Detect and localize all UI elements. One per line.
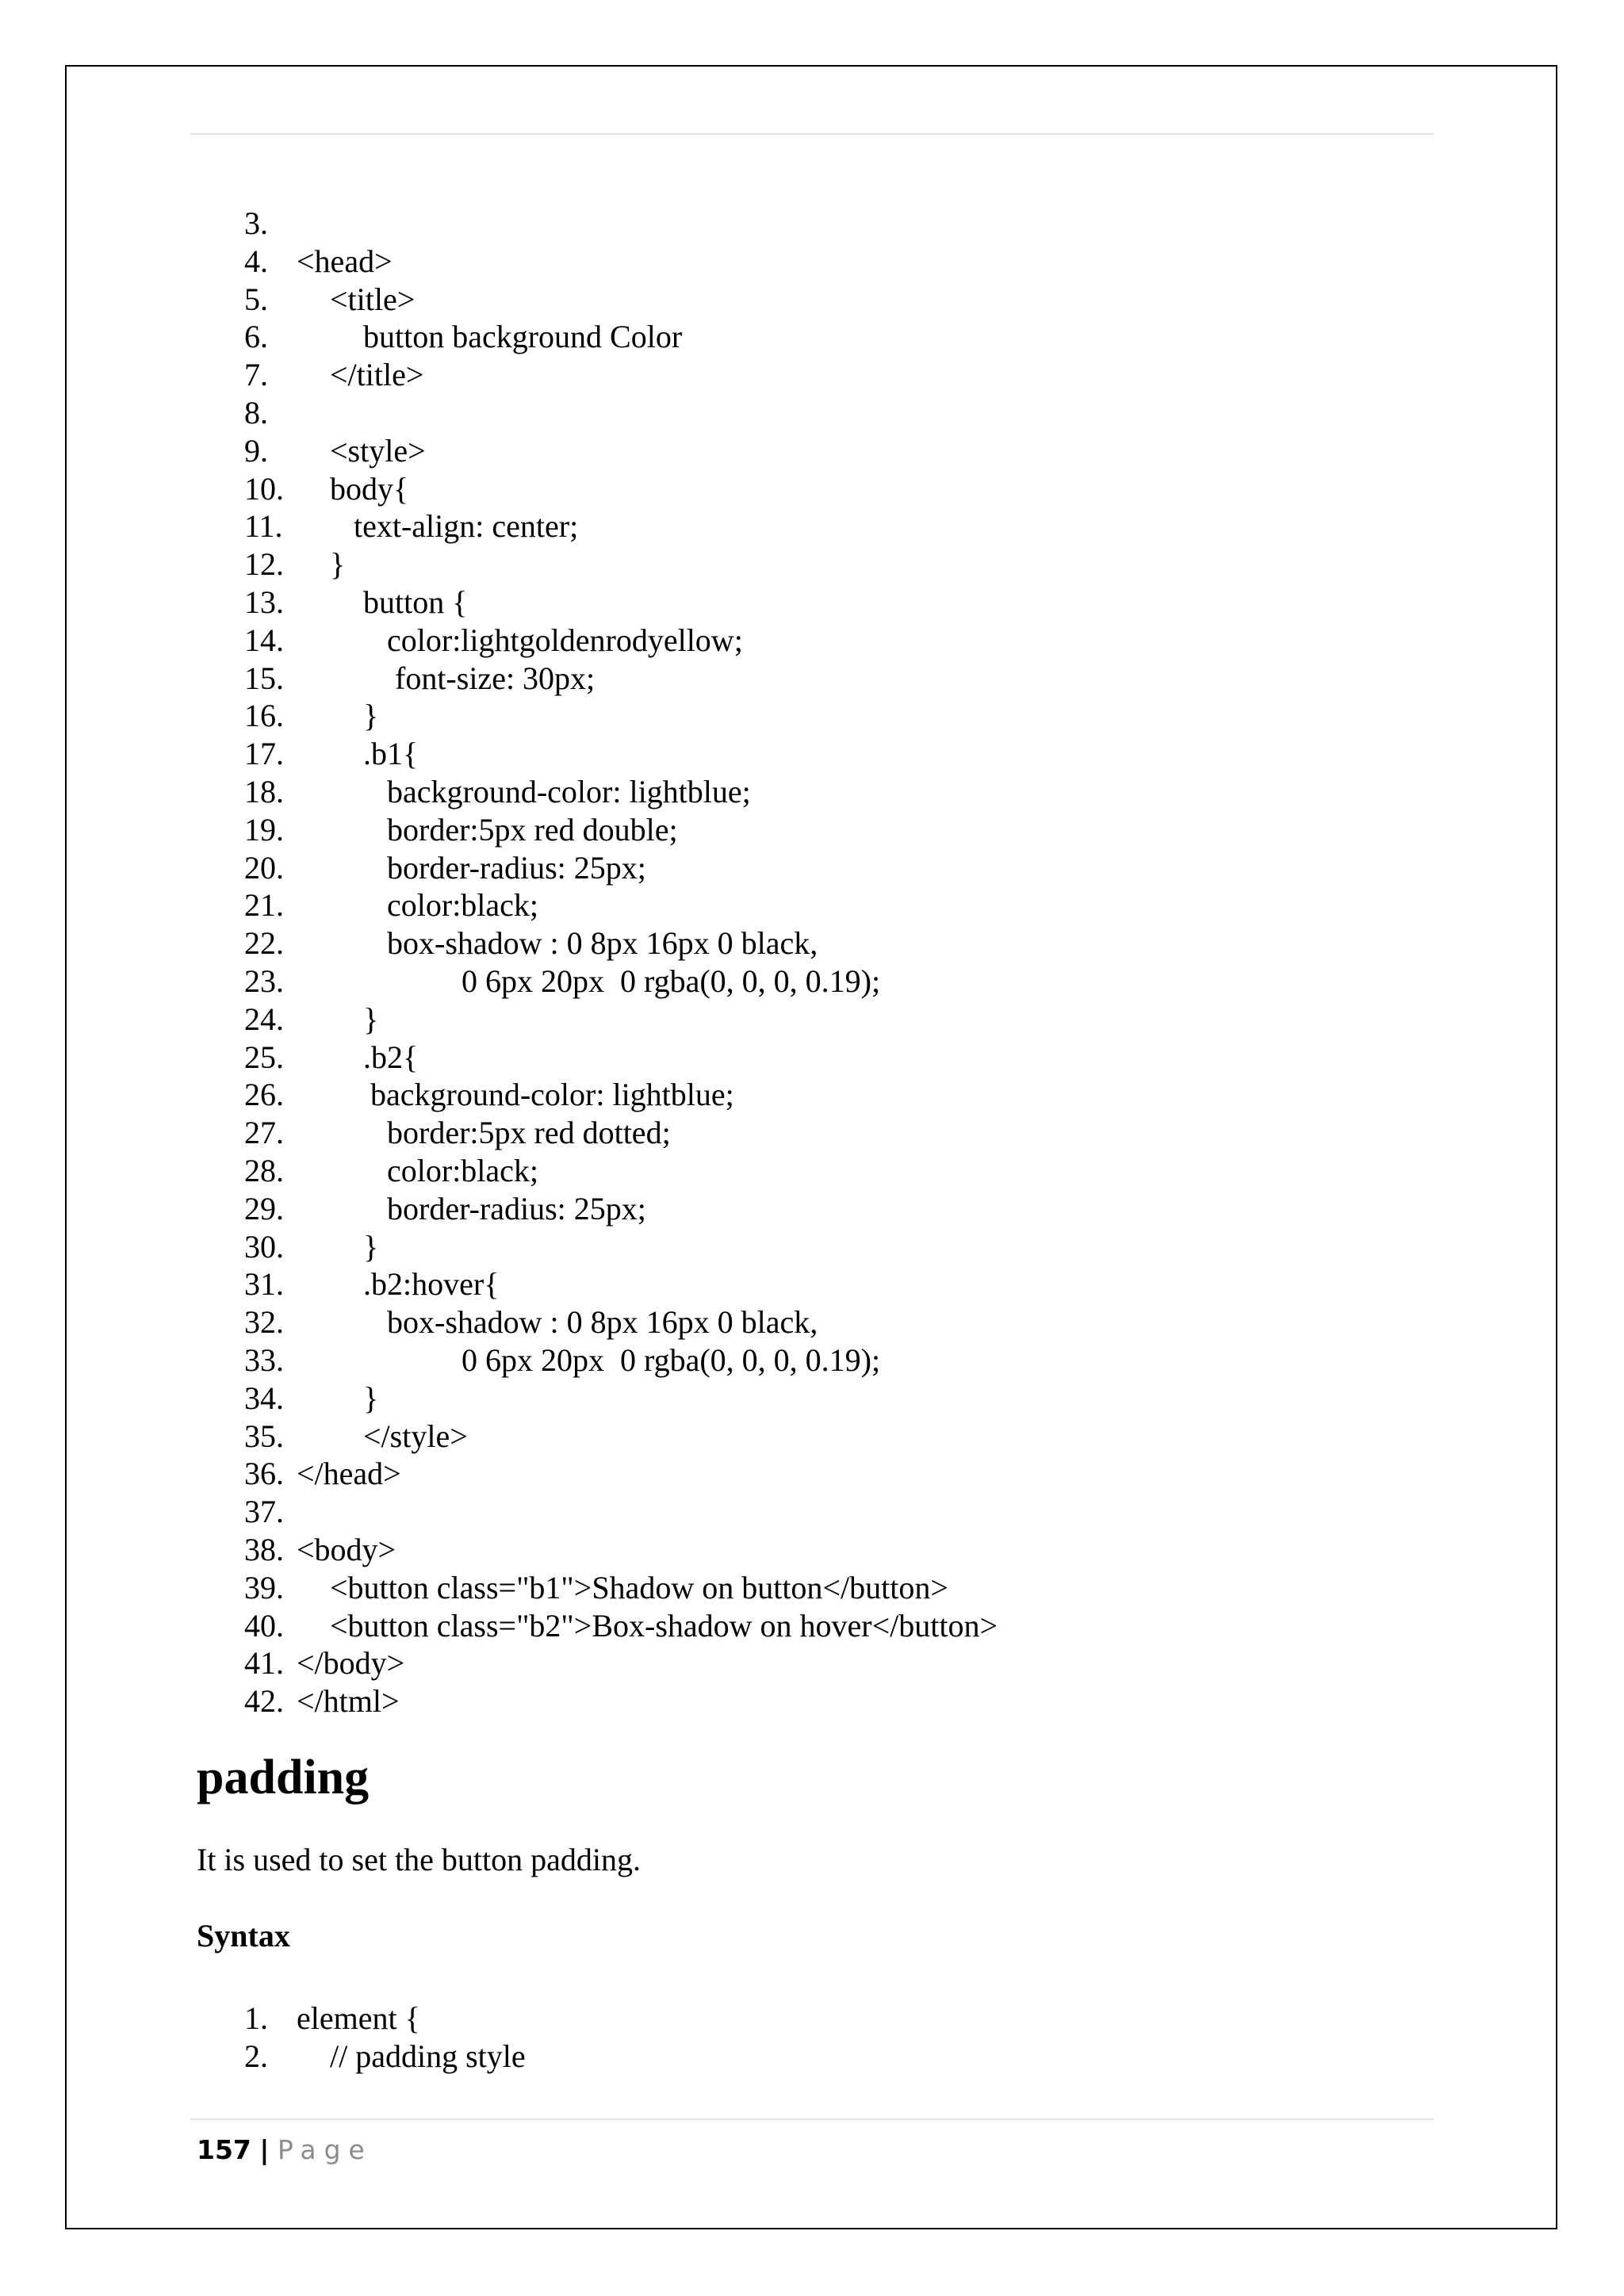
page-footer (197, 2134, 373, 2166)
line-text: border-radius: 25px; (387, 849, 646, 886)
line-number: 3. (244, 205, 268, 241)
line-number: 2. (244, 2038, 268, 2074)
page-separator: | (259, 2134, 270, 2165)
line-text: .b1{ (363, 736, 419, 772)
line-number: 5. (244, 281, 268, 317)
line-text: border-radius: 25px; (387, 1190, 646, 1226)
line-number: 31. (244, 1266, 284, 1303)
line-text: 0 6px 20px 0 rgba(0, 0, 0, 0.19); (462, 963, 881, 999)
line-number: 9. (244, 432, 268, 469)
line-text: </title> (330, 357, 424, 393)
line-number: 24. (244, 1001, 284, 1037)
line-text: color:lightgoldenrodyellow; (387, 622, 743, 658)
line-number: 36. (244, 1456, 284, 1492)
line-number: 11. (244, 508, 283, 545)
line-text: background-color: lightblue; (370, 1077, 734, 1113)
line-number: 23. (244, 963, 284, 999)
line-number: 29. (244, 1190, 284, 1226)
line-number: 28. (244, 1153, 284, 1188)
line-text: border:5px red double; (387, 811, 678, 848)
line-text: element { (297, 2000, 420, 2036)
line-number: 16. (244, 698, 284, 734)
line-number: 22. (244, 925, 284, 962)
line-number: 14. (244, 622, 284, 658)
page-label: Page (277, 2134, 373, 2165)
line-text: <body> (297, 1532, 396, 1567)
page-number: 157 (197, 2134, 251, 2165)
line-number: 34. (244, 1380, 284, 1416)
line-number: 17. (244, 736, 284, 772)
line-number: 20. (244, 849, 284, 886)
line-text: <button class="b2">Box-shadow on hover</button> (330, 1607, 998, 1644)
syntax-label: Syntax (197, 1918, 290, 1954)
line-text: </style> (363, 1418, 468, 1454)
footer-rule (190, 2118, 1434, 2120)
line-text: box-shadow : 0 8px 16px 0 black, (387, 1304, 818, 1341)
line-number: 21. (244, 887, 284, 924)
line-number: 27. (244, 1115, 284, 1151)
line-text: button background Color (363, 319, 683, 355)
line-number: 12. (244, 546, 284, 583)
line-number: 10. (244, 470, 284, 507)
line-text: } (330, 546, 346, 583)
line-text: </body> (297, 1645, 405, 1682)
header-rule (190, 133, 1434, 135)
line-text: <button class="b1">Shadow on button</button> (330, 1569, 948, 1605)
line-number: 6. (244, 319, 268, 355)
line-number: 26. (244, 1077, 284, 1113)
line-text: font-size: 30px; (395, 660, 596, 696)
line-text: </html> (297, 1683, 400, 1720)
line-text: button { (363, 584, 468, 620)
line-number: 19. (244, 811, 284, 848)
line-number: 13. (244, 584, 284, 620)
line-number: 7. (244, 357, 268, 393)
line-number: 42. (244, 1683, 284, 1720)
line-text: .b2{ (363, 1039, 419, 1075)
line-number: 4. (244, 243, 268, 279)
line-text: box-shadow : 0 8px 16px 0 black, (387, 925, 818, 962)
line-text: color:black; (387, 1153, 539, 1188)
line-number: 18. (244, 774, 284, 809)
line-text: } (363, 698, 379, 734)
line-text: } (363, 1380, 379, 1416)
line-text: <title> (330, 281, 416, 317)
line-text: } (363, 1001, 379, 1037)
line-text: border:5px red dotted; (387, 1115, 671, 1151)
line-number: 15. (244, 660, 284, 696)
line-number: 33. (244, 1342, 284, 1378)
line-text: body{ (330, 470, 409, 507)
line-text: 0 6px 20px 0 rgba(0, 0, 0, 0.19); (462, 1342, 881, 1378)
line-text: .b2:hover{ (363, 1266, 500, 1303)
line-text: <head> (297, 243, 393, 279)
line-text: </head> (297, 1456, 401, 1492)
line-text: } (363, 1228, 379, 1265)
line-number: 41. (244, 1645, 284, 1682)
section-heading: padding (197, 1751, 370, 1804)
line-number: 8. (244, 395, 268, 430)
line-number: 35. (244, 1418, 284, 1454)
line-number: 38. (244, 1532, 284, 1567)
line-number: 37. (244, 1494, 284, 1530)
line-number: 1. (244, 2000, 268, 2036)
line-text: text-align: center; (354, 508, 579, 545)
line-text: background-color: lightblue; (387, 774, 751, 809)
line-text: <style> (330, 432, 426, 469)
line-number: 40. (244, 1607, 284, 1644)
line-number: 39. (244, 1569, 284, 1605)
line-number: 30. (244, 1228, 284, 1265)
line-number: 25. (244, 1039, 284, 1075)
section-description: It is used to set the button padding. (197, 1842, 641, 1877)
line-text: color:black; (387, 887, 539, 924)
line-text: // padding style (330, 2038, 526, 2074)
line-number: 32. (244, 1304, 284, 1341)
